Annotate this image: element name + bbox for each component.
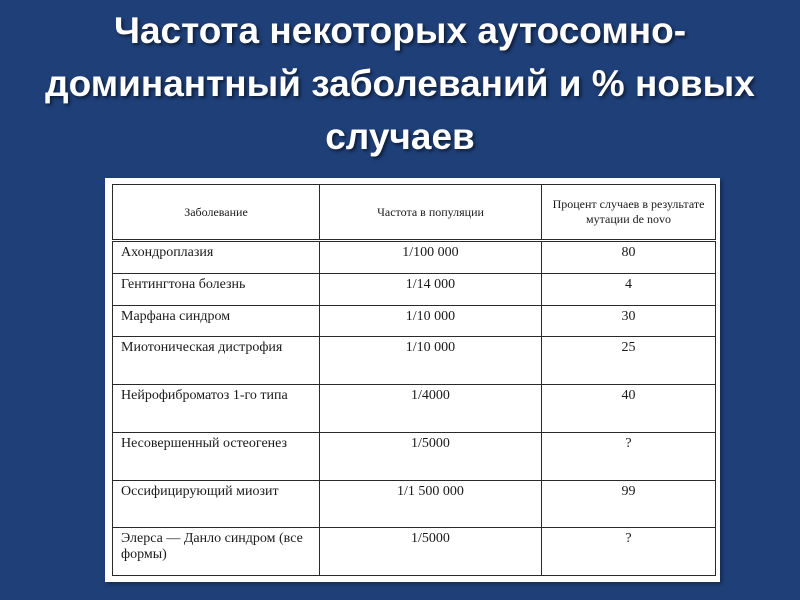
cell-disease: Несовершенный остеогенез bbox=[113, 432, 320, 480]
table-body bbox=[113, 241, 716, 576]
cell-percent: 40 bbox=[542, 385, 716, 433]
table-row bbox=[113, 241, 716, 274]
table-row bbox=[113, 480, 716, 528]
cell-disease: Оссифицирующий миозит bbox=[113, 480, 320, 528]
cell-percent: ? bbox=[542, 432, 716, 480]
table-row bbox=[113, 337, 716, 385]
cell-disease: Элерса — Данло синдром (все формы) bbox=[113, 528, 320, 576]
cell-percent: 4 bbox=[542, 273, 716, 305]
cell-frequency: 1/5000 bbox=[320, 528, 542, 576]
cell-frequency: 1/14 000 bbox=[320, 273, 542, 305]
cell-percent: 25 bbox=[542, 337, 716, 385]
table-row bbox=[113, 273, 716, 305]
table-row bbox=[113, 528, 716, 576]
table-row bbox=[113, 305, 716, 337]
slide-title: Частота некоторых аутосомно-доминантный заболеваний и % новых случаев bbox=[45, 10, 755, 157]
header-disease: Заболевание bbox=[113, 185, 320, 241]
cell-percent: 80 bbox=[542, 241, 716, 274]
cell-disease: Марфана синдром bbox=[113, 305, 320, 337]
table-header bbox=[113, 185, 716, 241]
table-card bbox=[105, 178, 720, 582]
data-table bbox=[112, 184, 716, 576]
cell-disease: Миотоническая дистрофия bbox=[113, 337, 320, 385]
cell-frequency: 1/10 000 bbox=[320, 337, 542, 385]
cell-frequency: 1/1 500 000 bbox=[320, 480, 542, 528]
table-row bbox=[113, 432, 716, 480]
cell-frequency: 1/10 000 bbox=[320, 305, 542, 337]
cell-frequency: 1/4000 bbox=[320, 385, 542, 433]
header-frequency: Частота в популяции bbox=[320, 185, 542, 241]
header-row bbox=[113, 185, 716, 241]
cell-percent: 99 bbox=[542, 480, 716, 528]
cell-percent: ? bbox=[542, 528, 716, 576]
cell-disease: Гентингтона болезнь bbox=[113, 273, 320, 305]
cell-percent: 30 bbox=[542, 305, 716, 337]
cell-disease: Ахондроплазия bbox=[113, 241, 320, 274]
cell-disease: Нейрофиброматоз 1-го типа bbox=[113, 385, 320, 433]
header-percent-de-novo: Процент случаев в результате мутации de novo bbox=[542, 185, 716, 241]
cell-frequency: 1/100 000 bbox=[320, 241, 542, 274]
cell-frequency: 1/5000 bbox=[320, 432, 542, 480]
table-row bbox=[113, 385, 716, 433]
